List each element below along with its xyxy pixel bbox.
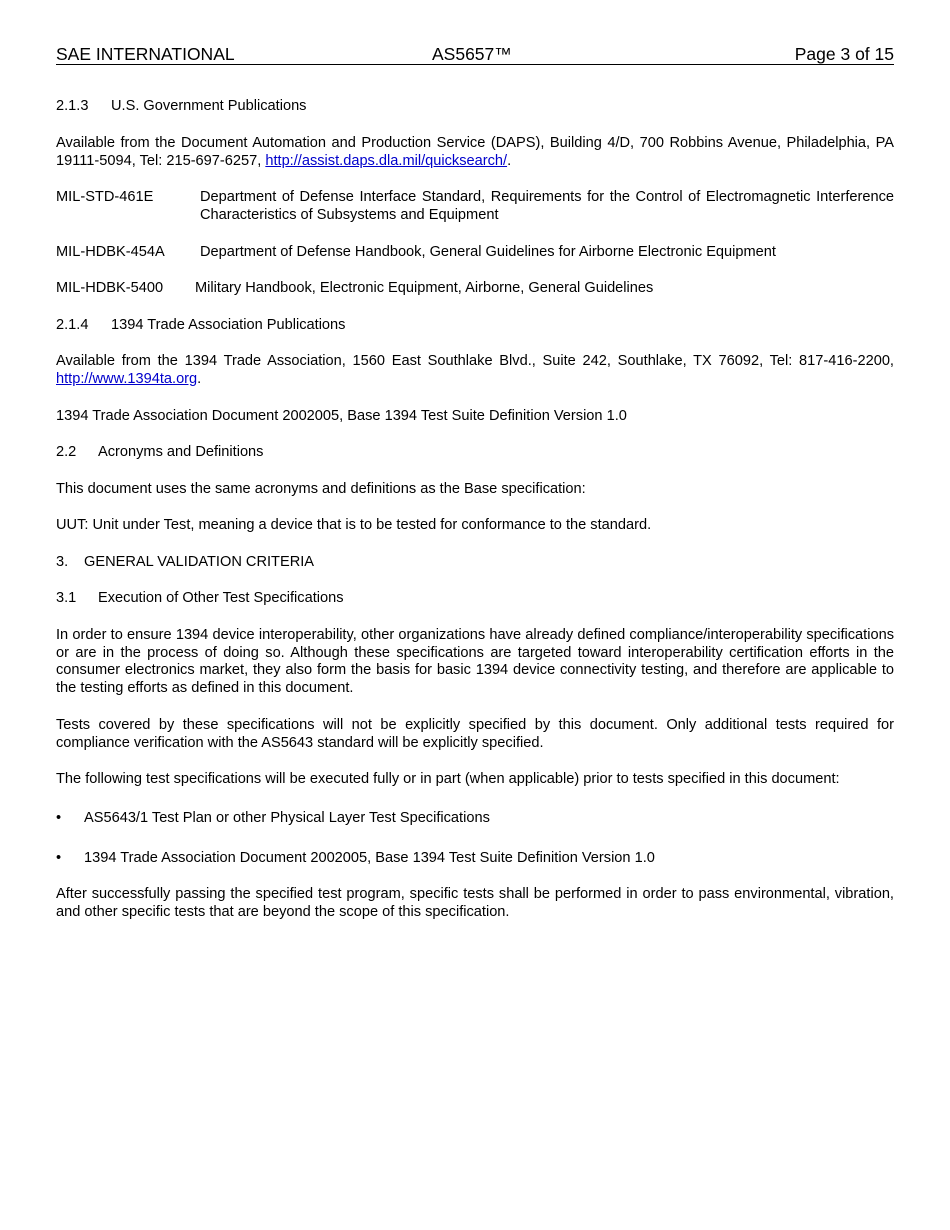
- daps-availability-paragraph: Available from the Document Automation and Production Service (DAPS), Building 4/D, 700 Robbins Avenue, Philadelphia, PA 19111-5094, Tel: 215-697-6257, http://assist.daps.dla.mil/quicksearch/.: [56, 135, 894, 169]
- section-heading-2-2: [56, 444, 894, 462]
- page-header: [56, 44, 894, 65]
- uut-definition: UUT: Unit under Test, meaning a device that is to be tested for conformance to the standard.: [56, 517, 652, 533]
- list-item: [56, 810, 894, 828]
- reference-code: MIL-HDBK-5400: [56, 280, 164, 296]
- section-title: 1394 Trade Association Publications: [111, 317, 346, 333]
- list-item-text: AS5643/1 Test Plan or other Physical Layer Test Specifications: [84, 810, 490, 826]
- daps-quicksearch-link[interactable]: http://assist.daps.dla.mil/quicksearch/: [265, 152, 508, 169]
- header-page-number: Page 3 of 15: [794, 44, 894, 64]
- list-item: [56, 850, 894, 868]
- section-heading-3: [56, 554, 894, 572]
- section-title: U.S. Government Publications: [111, 98, 307, 114]
- reference-description: Department of Defense Interface Standard, Requirements for the Control of Electromagnetic Interference Characteristics of Subsystems and Equipment: [200, 189, 894, 223]
- paragraph: This document uses the same acronyms and definitions as the Base specification:: [56, 481, 586, 497]
- bullet-icon: •: [56, 850, 62, 866]
- paragraph: The following test specifications will be executed fully or in part (when applicable) prior to tests specified in this document:: [56, 771, 840, 787]
- section-number: 2.1.3: [56, 98, 89, 114]
- list-item-text: 1394 Trade Association Document 2002005, Base 1394 Test Suite Definition Version 1.0: [84, 850, 655, 866]
- section-number: 2.2: [56, 444, 77, 460]
- reference-entry: [56, 189, 894, 225]
- reference-code: MIL-HDBK-454A: [56, 244, 165, 260]
- reference-description: Military Handbook, Electronic Equipment, Airborne, General Guidelines: [195, 280, 654, 296]
- ta-availability-paragraph: Available from the 1394 Trade Association, 1560 East Southlake Blvd., Suite 242, Southlake, TX 76092, Tel: 817-416-2200, http://www.1394ta.org.: [56, 353, 894, 387]
- section-number: 3.1: [56, 590, 77, 606]
- section-title: Execution of Other Test Specifications: [98, 590, 344, 606]
- reference-entry: 1394 Trade Association Document 2002005, Base 1394 Test Suite Definition Version 1.0: [56, 408, 627, 424]
- section-number: 2.1.4: [56, 317, 89, 333]
- reference-code: MIL-STD-461E: [56, 189, 154, 205]
- section-heading-2-1-4: [56, 317, 894, 335]
- header-org: SAE INTERNATIONAL: [56, 44, 235, 64]
- section-heading-2-1-3: [56, 98, 894, 116]
- ta-website-link[interactable]: http://www.1394ta.org: [56, 370, 198, 387]
- paragraph: In order to ensure 1394 device interoperability, other organizations have already defined compliance/interoperability specifications or are in the process of doing so. Although these specifications are targeted toward interoperability certification efforts in the consumer electronics market, they also form the basis for basic 1394 device connectivity testing, and therefore are applicable to the testing efforts as defined in this document.: [56, 627, 894, 696]
- reference-description: Department of Defense Handbook, General Guidelines for Airborne Electronic Equipment: [200, 244, 776, 260]
- bullet-icon: •: [56, 810, 62, 826]
- paragraph: After successfully passing the specified test program, specific tests shall be performed in order to pass environmental, vibration, and other specific tests that are beyond the scope of this specification.: [56, 886, 894, 920]
- header-doc-id: AS5657™: [432, 44, 512, 64]
- section-heading-3-1: [56, 590, 894, 608]
- paragraph: Tests covered by these specifications will not be explicitly specified by this document. Only additional tests required for compliance verification with the AS5643 standard will be explicitly specified.: [56, 717, 894, 751]
- section-title: GENERAL VALIDATION CRITERIA: [84, 554, 315, 570]
- section-number: 3.: [56, 554, 69, 570]
- section-title: Acronyms and Definitions: [98, 444, 264, 460]
